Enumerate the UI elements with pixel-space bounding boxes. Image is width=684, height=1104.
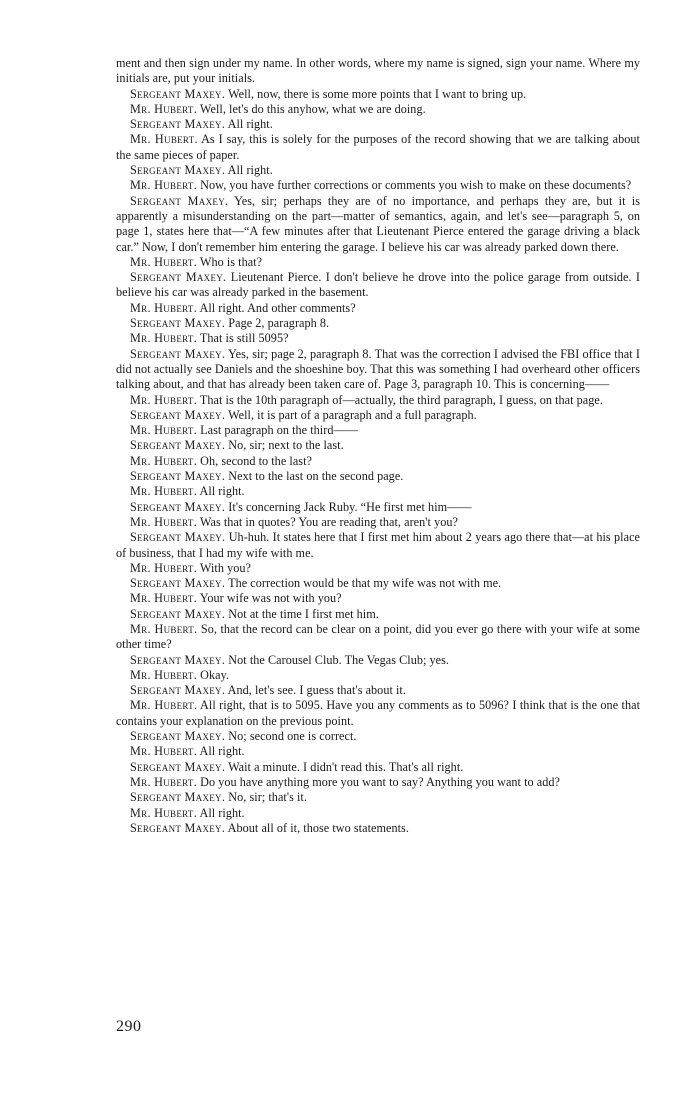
speaker-name: Mr. Hubert. [130,101,198,116]
transcript-paragraph [116,423,640,438]
transcript-paragraph [116,87,640,102]
paragraph-text: Lieutenant Pierce. I don't believe he drove into the police garage from outside. I believe his car was already parked in the basement. [116,270,640,300]
transcript-paragraph [116,790,640,805]
paragraph-text: Who is that? [197,254,263,269]
speaker-name: Sergeant Maxey. [130,438,226,453]
paragraph-text: No; second one is correct. [225,729,357,744]
transcript-paragraph [116,301,640,316]
paragraph-text: Not the Carousel Club. The Vegas Club; yes. [225,652,450,667]
paragraph-text: With you? [197,560,251,575]
paragraph-text: No, sir; that's it. [225,790,307,805]
speaker-name: Mr. Hubert. [130,774,198,789]
transcript-paragraph [116,760,640,775]
transcript-paragraph [116,515,640,530]
transcript-paragraph [116,622,640,653]
paragraph-text: No, sir; next to the last. [225,438,344,453]
paragraph-text: All right. And other comments? [197,300,356,315]
paragraph-text: Uh-huh. It states here that I first met him about 2 years ago there that—at his place of business, that I had my wife with me. [116,530,640,560]
speaker-name: Mr. Hubert. [130,698,198,713]
paragraph-text: Do you have anything more you want to say? Anything you want to add? [197,774,560,789]
paragraph-text: Page 2, paragraph 8. [225,316,330,331]
paragraph-text: Your wife was not with you? [197,591,342,606]
transcript-paragraph [116,653,640,668]
transcript-paragraph [116,530,640,561]
paragraph-text: Yes, sir; perhaps they are of no importance, and perhaps they are, but it is apparently a misunderstanding on the part—matter of semantics, again, and let's see—paragraph 5, on page 1, states here that—“A few minutes after that Lieutenant Pierce entered the garage driving a black car.” Now, I don't remember him entering the garage. I believe his car was already parked down there. [116,193,640,254]
speaker-name: Sergeant Maxey. [130,163,226,178]
speaker-name: Mr. Hubert. [130,514,198,529]
speaker-name: Mr. Hubert. [130,744,198,759]
speaker-name: Mr. Hubert. [130,331,198,346]
transcript-body [116,56,640,836]
transcript-paragraph [116,591,640,606]
speaker-name: Sergeant Maxey. [130,270,227,285]
speaker-name: Mr. Hubert. [130,178,198,193]
transcript-paragraph [116,469,640,484]
speaker-name: Sergeant Maxey. [130,606,226,621]
transcript-paragraph [116,117,640,132]
transcript-paragraph [116,408,640,423]
paragraph-text: Well, now, there is some more points that I want to bring up. [225,86,527,101]
transcript-paragraph [116,561,640,576]
paragraph-text: Oh, second to the last? [197,453,312,468]
speaker-name: Mr. Hubert. [130,423,198,438]
paragraph-text: All right. [197,805,245,820]
paragraph-text: Next to the last on the second page. [225,469,404,484]
paragraph-text: Now, you have further corrections or comments you wish to make on these documents? [197,178,632,193]
transcript-paragraph [116,744,640,759]
transcript-paragraph [116,132,640,163]
speaker-name: Mr. Hubert. [130,453,198,468]
paragraph-text: Well, let's do this anyhow, what we are doing. [197,101,426,116]
speaker-name: Mr. Hubert. [130,621,198,636]
transcript-paragraph [116,331,640,346]
transcript-paragraph [116,576,640,591]
paragraph-text: ment and then sign under my name. In other words, where my name is signed, sign your name. Where my initials are, put your initials. [116,56,640,86]
speaker-name: Sergeant Maxey. [130,117,226,132]
paragraph-text: Wait a minute. I didn't read this. That's all right. [225,759,464,774]
speaker-name: Sergeant Maxey. [130,652,226,667]
speaker-name: Mr. Hubert. [130,805,198,820]
paragraph-text: All right. [197,744,245,759]
paragraph-text: All right. [197,484,245,499]
transcript-paragraph [116,178,640,193]
transcript-paragraph [116,775,640,790]
speaker-name: Sergeant Maxey. [130,499,226,514]
speaker-name: Mr. Hubert. [130,392,198,407]
speaker-name: Sergeant Maxey. [130,820,226,835]
speaker-name: Mr. Hubert. [130,132,198,147]
speaker-name: Sergeant Maxey. [130,469,226,484]
speaker-name: Mr. Hubert. [130,560,198,575]
paragraph-text: All right. [225,163,273,178]
paragraph-text: As I say, this is solely for the purposes of the record showing that we are talking about the same pieces of paper. [116,132,640,162]
transcript-paragraph [116,806,640,821]
transcript-paragraph [116,668,640,683]
speaker-name: Mr. Hubert. [130,484,198,499]
paragraph-text: Yes, sir; page 2, paragraph 8. That was the correction I advised the FBI office that I did not actually see Daniels and the shoeshine boy. That this was something I had overheard other officers talking about, and that has already been taken care of. Page 3, paragraph 10. This is concerning—— [116,346,640,392]
transcript-paragraph [116,729,640,744]
transcript-paragraph [116,607,640,622]
speaker-name: Sergeant Maxey. [130,729,226,744]
paragraph-text: So, that the record can be clear on a point, did you ever go there with your wife at some other time? [116,621,640,652]
paragraph-text: And, let's see. I guess that's about it. [225,683,406,698]
speaker-name: Mr. Hubert. [130,300,198,315]
speaker-name: Sergeant Maxey. [130,576,226,591]
paragraph-text: Well, it is part of a paragraph and a full paragraph. [225,407,477,422]
paragraph-text: Okay. [197,667,230,682]
paragraph-text: All right. [225,117,273,132]
transcript-paragraph [116,821,640,836]
transcript-paragraph [116,438,640,453]
page-number: 290 [116,1018,142,1035]
transcript-paragraph [116,56,640,87]
transcript-paragraph [116,102,640,117]
transcript-paragraph [116,255,640,270]
transcript-paragraph [116,500,640,515]
transcript-paragraph [116,683,640,698]
paragraph-text: It's concerning Jack Ruby. “He first met him—— [225,499,472,514]
paragraph-text: Was that in quotes? You are reading that, aren't you? [197,514,458,529]
paragraph-text: Not at the time I first met him. [225,606,379,621]
transcript-paragraph [116,698,640,729]
speaker-name: Sergeant Maxey. [130,193,229,208]
paragraph-text: That is the 10th paragraph of—actually, the third paragraph, I guess, on that page. [197,392,603,407]
transcript-paragraph [116,194,640,255]
paragraph-text: That is still 5095? [197,331,289,346]
speaker-name: Sergeant Maxey. [130,407,226,422]
transcript-paragraph [116,347,640,393]
speaker-name: Mr. Hubert. [130,591,198,606]
speaker-name: Sergeant Maxey. [130,790,226,805]
speaker-name: Sergeant Maxey. [130,346,226,361]
transcript-paragraph [116,484,640,499]
transcript-paragraph [116,454,640,469]
speaker-name: Sergeant Maxey. [130,530,226,545]
speaker-name: Sergeant Maxey. [130,86,226,101]
transcript-paragraph [116,270,640,301]
speaker-name: Sergeant Maxey. [130,759,226,774]
paragraph-text: All right, that is to 5095. Have you any comments as to 5096? I think that is the one that contains your explanation on the previous point. [116,698,641,728]
paragraph-text: About all of it, those two statements. [225,820,409,835]
paragraph-text: The correction would be that my wife was not with me. [225,576,502,591]
transcript-paragraph [116,163,640,178]
speaker-name: Mr. Hubert. [130,667,198,682]
transcript-paragraph [116,316,640,331]
transcript-paragraph [116,393,640,408]
speaker-name: Sergeant Maxey. [130,683,226,698]
speaker-name: Mr. Hubert. [130,254,198,269]
speaker-name: Sergeant Maxey. [130,316,226,331]
paragraph-text: Last paragraph on the third—— [197,423,358,438]
